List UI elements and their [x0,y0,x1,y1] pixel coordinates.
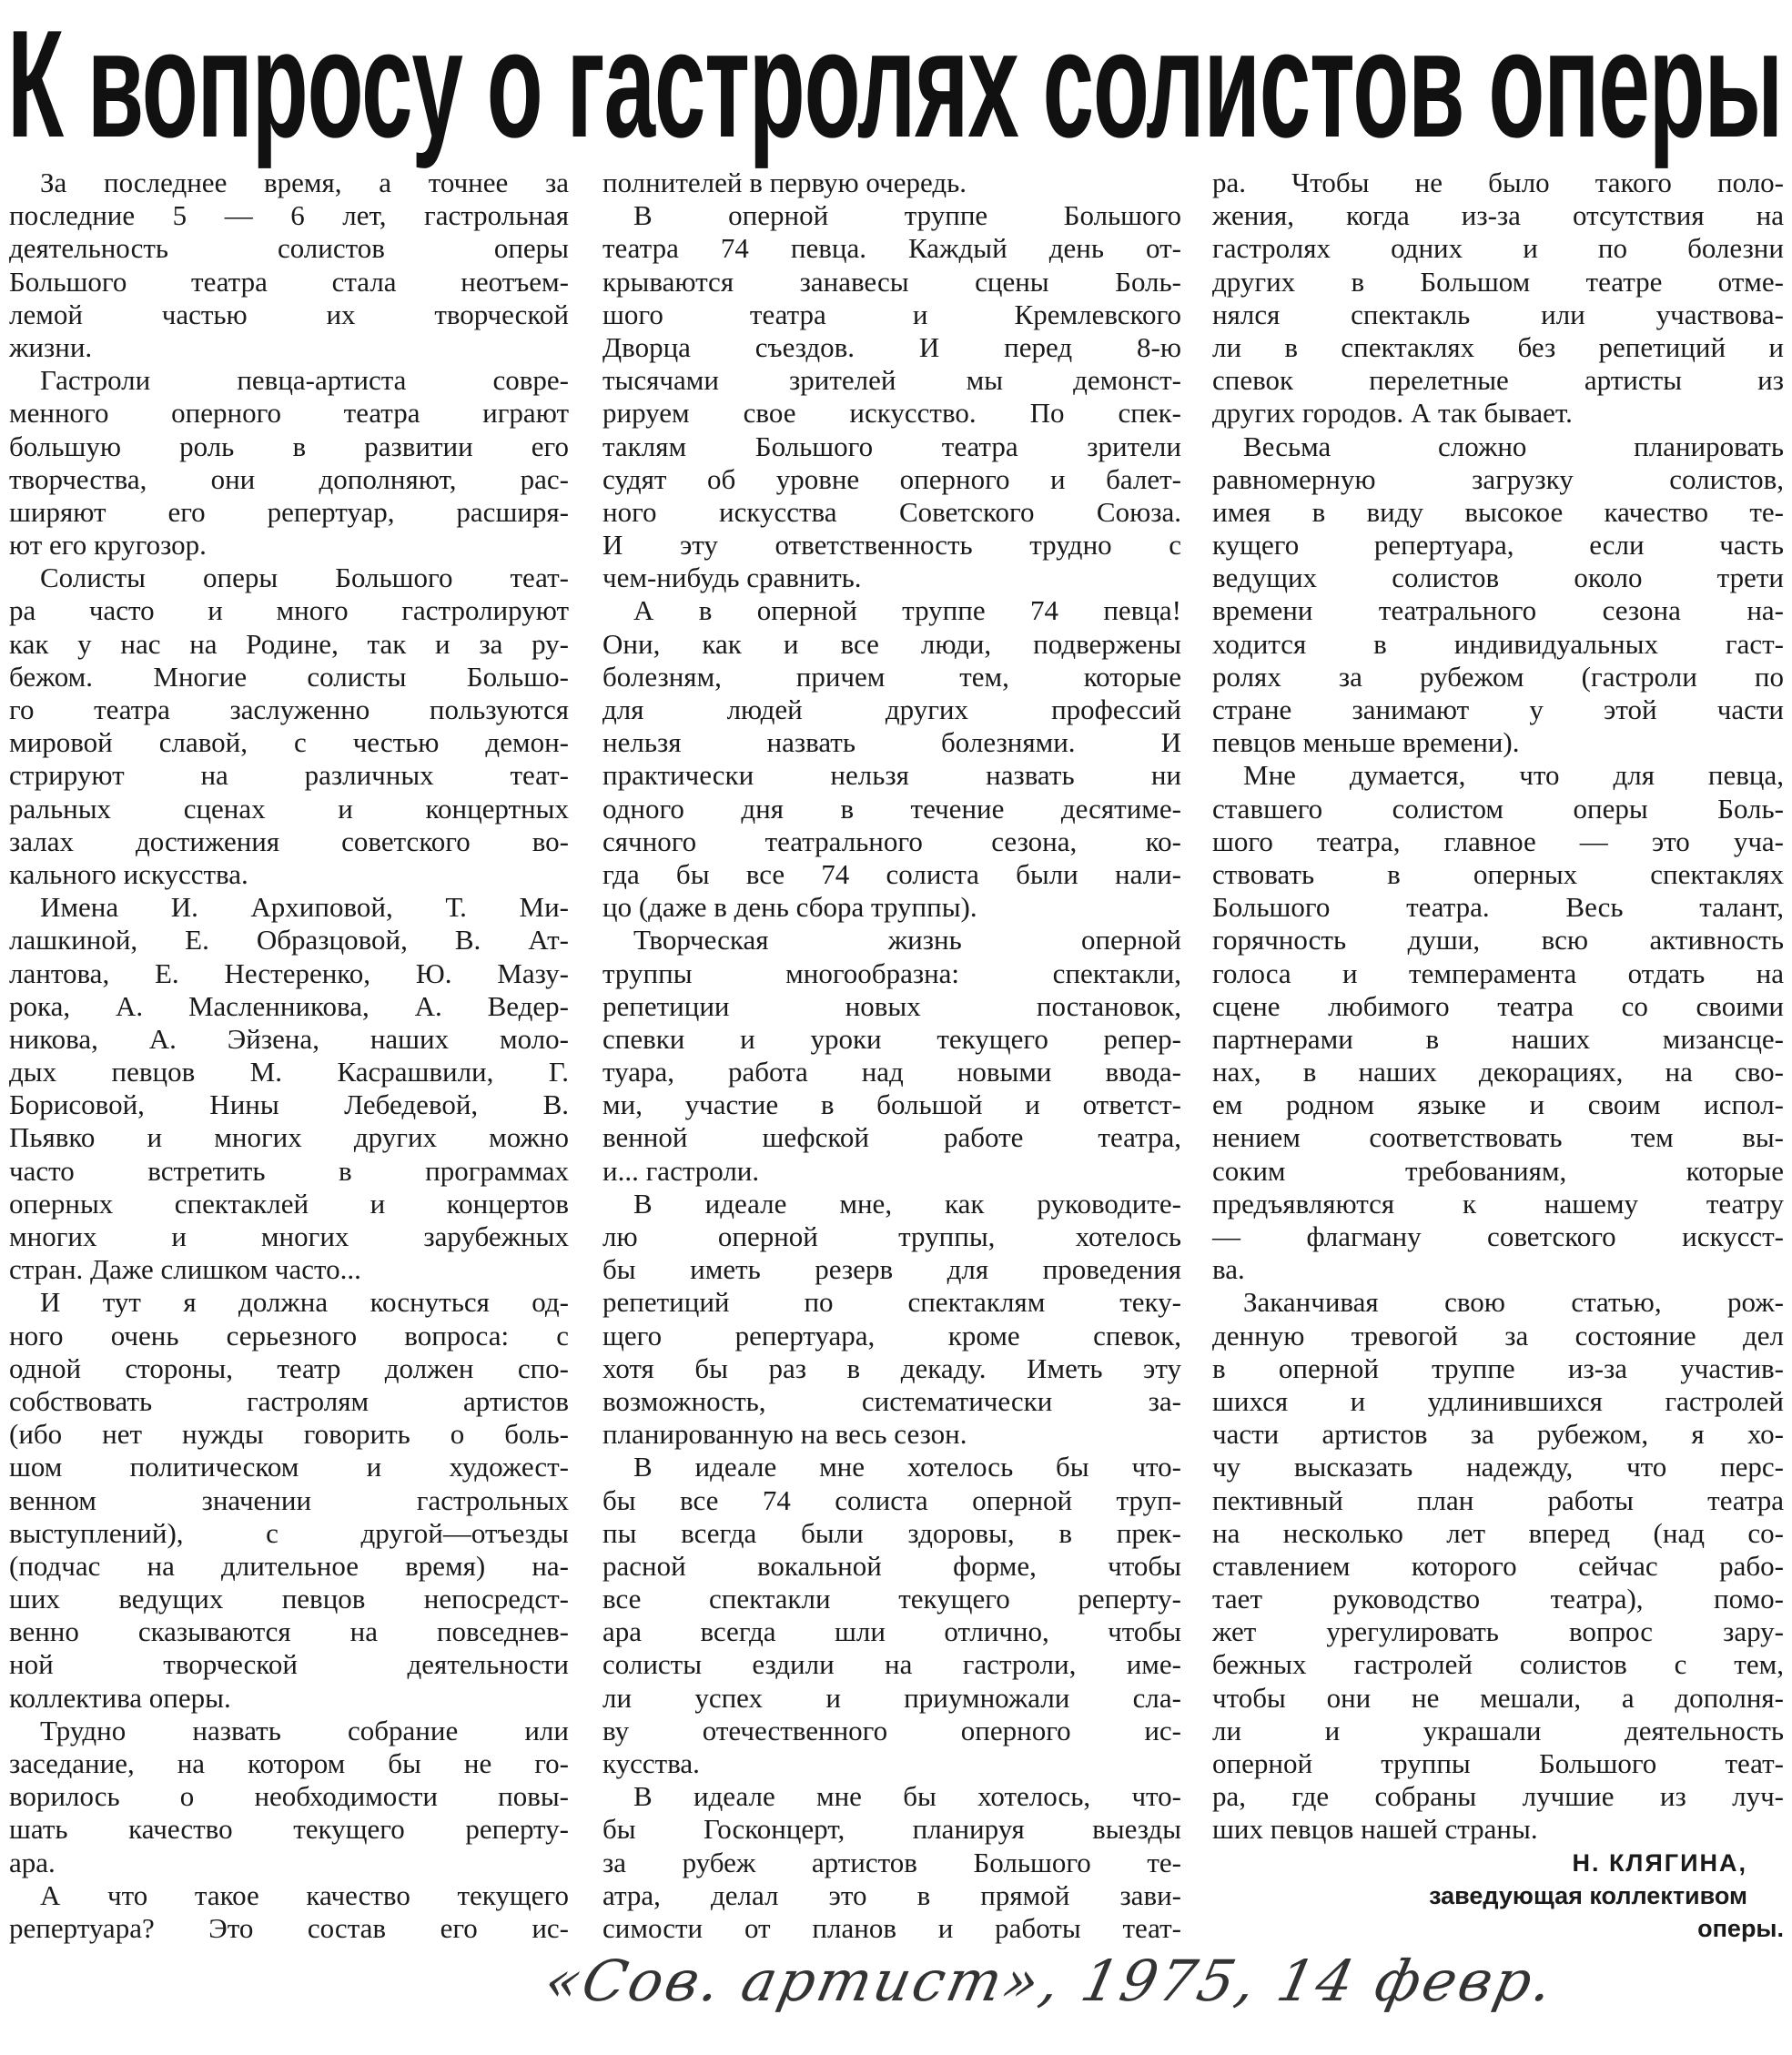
text-line: одной стороны, театр должен спо- [9,1351,569,1384]
text-line: (ибо нет нужды говорить о боль- [9,1418,569,1451]
text-line: стрируют на различных теат- [9,759,569,792]
text-line: хотя бы раз в декаду. Иметь эту [602,1351,1181,1384]
paragraph [9,562,569,891]
text-line: последние 5 — 6 лет, гастрольная [9,199,569,232]
text-line: ной творческой деятельности [9,1648,569,1681]
text-line: Большого театра. Весь талант, [1212,891,1784,924]
text-line: других в Большом театре отме- [1212,265,1784,298]
text-line: Заканчивая свою статью, рож- [1243,1286,1784,1319]
paragraph [9,364,569,562]
text-line: на несколько лет вперед (над со- [1212,1516,1784,1549]
text-line: творчества, они дополняют, рас- [9,462,569,495]
text-line: судят об уровне оперного и балет- [602,462,1181,495]
paragraph [602,594,1181,924]
text-line: певцов меньше времени). [1212,726,1520,759]
text-line: жет урегулировать вопрос зару- [1212,1615,1784,1648]
text-line: го театра заслуженно пользуются [9,693,569,725]
text-line: сцене любимого театра со своими [1212,989,1784,1022]
text-line: ставлением которого сейчас рабо- [1212,1549,1784,1582]
article-headline [7,0,1787,168]
text-line: и... гастроли. [602,1154,760,1187]
text-line: ширяют его репертуар, расширя- [9,495,569,528]
text-line: имея в виду высокое качество те- [1212,495,1784,528]
text-line: горячность души, всю активность [1212,924,1784,957]
text-line: равномерную загрузку солистов, [1212,462,1784,495]
text-line: пы всегда были здоровы, в прек- [602,1516,1181,1549]
text-line: нялся спектакль или участвова- [1212,298,1784,330]
text-line: ведущих солистов около трети [1212,562,1784,594]
text-line: венной шефской работе театра, [602,1121,1181,1154]
text-line: шом политическом и художест- [9,1451,569,1483]
paragraph [602,167,1181,199]
text-line: полнителей в первую очередь. [602,167,967,198]
text-line: коллектива оперы. [9,1681,231,1714]
text-line: для людей других профессий [602,693,1181,725]
text-line: И эту ответственность трудно с [602,529,1181,562]
text-line: труппы многообразна: спектакли, [602,957,1181,989]
text-line: ного очень серьезного вопроса: с [9,1319,569,1351]
text-line: Солисты оперы Большого теат- [40,562,569,594]
text-line: голоса и темперамента отдать на [1212,957,1784,989]
author-signature [1212,1847,1784,1945]
text-line: ли в спектаклях без репетиций и [1212,330,1784,363]
text-line: Имена И. Архиповой, Т. Ми- [40,891,569,924]
text-line: деятельность солистов оперы [9,232,569,265]
text-line: большую роль в развитии его [9,430,569,462]
paragraph [1212,759,1784,1286]
text-line: таклям Большого театра зрители [602,430,1181,462]
text-line: лантова, Е. Нестеренко, Ю. Мазу- [9,957,569,989]
text-line: Весьма сложно планировать [1243,430,1784,462]
text-line: часто встретить в программах [9,1154,569,1187]
text-line: ральных сценах и концертных [9,792,569,825]
paragraph [602,1451,1181,1780]
column-3-body [1212,167,1784,1847]
text-line: тысячами зрителей мы демонст- [602,364,1181,397]
text-line: гда бы все 74 солиста были нали- [602,857,1181,890]
paragraph [9,167,569,364]
text-line: нельзя назвать болезнями. И [602,726,1181,759]
text-line: атра, делал это в прямой зави- [602,1878,1181,1911]
text-line: части артистов за рубежом, я хо- [1212,1418,1784,1451]
text-line: как у нас на Родине, так и за ру- [9,627,569,660]
paragraph [9,1879,569,1945]
text-line: чтобы они не мешали, а дополня- [1212,1681,1784,1714]
text-line: жения, когда из-за отсутствия на [1212,199,1784,232]
text-line: Гастроли певца-артиста совре- [40,364,569,397]
text-line: шого театра, главное — это уча- [1212,825,1784,857]
text-line: ворилось о необходимости повы- [9,1780,569,1813]
paragraph [602,199,1181,594]
text-line: чем-нибудь сравнить. [602,562,862,594]
text-line: театра 74 певца. Каждый день от- [602,232,1181,265]
text-line: — флагману советского искусст- [1212,1220,1784,1252]
text-line: Творческая жизнь оперной [633,924,1181,957]
text-line: бы все 74 солиста оперной труп- [602,1483,1181,1516]
text-line: Борисовой, Нины Лебедевой, В. [9,1088,569,1121]
text-line: рируем свое искусство. По спек- [602,397,1181,430]
text-line: пективный план работы театра [1212,1483,1784,1516]
paragraph [602,924,1181,1188]
text-line: ми, участие в большой и ответст- [602,1088,1181,1121]
text-line: стран. Даже слишком часто... [9,1253,361,1286]
paragraph [602,1780,1181,1945]
text-line: шать качество текущего реперту- [9,1813,569,1846]
text-line: В идеале мне хотелось бы что- [633,1451,1181,1483]
text-line: времени театрального сезона на- [1212,594,1784,627]
text-line: ара всегда шли отлично, чтобы [602,1615,1181,1648]
text-line: сячного театрального сезона, ко- [602,825,1181,857]
author-position-2: оперы. [1697,1914,1784,1942]
text-line: стране занимают у этой части [1212,693,1784,725]
text-line: спевок перелетные артисты из [1212,364,1784,397]
paragraph [9,1286,569,1714]
text-line: лемой частью их творческой [9,298,569,330]
text-line: Мне думается, что для певца, [1243,759,1784,792]
text-line: бы иметь резерв для проведения [602,1253,1181,1286]
text-line: ствовать в оперных спектаклях [1212,857,1784,890]
text-line: кусства. [602,1747,700,1779]
text-line: ва. [1212,1253,1245,1286]
text-line: бы Госконцерт, планируя выезды [602,1813,1181,1846]
article-column-2 [602,167,1181,1945]
text-line: дых певцов М. Касрашвили, Г. [9,1056,569,1088]
paragraph [9,891,569,1286]
text-line: оперных спектаклей и концертов [9,1187,569,1220]
author-name: Н. КЛЯГИНА, [1572,1848,1747,1877]
text-line: спевки и уроки текущего репер- [602,1022,1181,1055]
text-line: практически нельзя назвать ни [602,759,1181,792]
text-line: менного оперного театра играют [9,397,569,430]
paragraph [1212,1286,1784,1846]
text-line: ра, где собраны лучшие из луч- [1212,1780,1784,1813]
text-line: ра. Чтобы не было такого поло- [1212,167,1784,198]
text-line: рока, А. Масленникова, А. Ведер- [9,989,569,1022]
paragraph [602,1188,1181,1452]
text-line: бежных гастролей солистов с тем, [1212,1648,1784,1681]
text-line: других городов. А так бывает. [1212,397,1573,430]
text-line: ходится в индивидуальных гаст- [1212,627,1784,660]
text-line: чу высказать надежду, что перс- [1212,1451,1784,1483]
text-line: (подчас на длительное время) на- [9,1549,569,1582]
text-line: заседание, на котором бы не го- [9,1747,569,1779]
text-line: собствовать гастролям артистов [9,1384,569,1417]
text-line: предъявляются к нашему театру [1212,1187,1784,1220]
text-line: выступлений), с другой—отъезды [9,1516,569,1549]
text-line: кального искусства. [9,857,248,890]
text-line: ли и украшали деятельность [1212,1714,1784,1746]
text-line: крываются занавесы сцены Боль- [602,265,1181,298]
text-line: многих и многих зарубежных [9,1220,569,1252]
text-line: ара. [9,1846,56,1878]
text-line: Трудно назвать собрание или [40,1714,569,1746]
text-line: За последнее время, а точнее за [40,167,569,198]
text-line: партнерами в наших мизансце- [1212,1022,1784,1055]
text-line: Пьявко и многих других можно [9,1121,569,1154]
text-line: лю оперной труппы, хотелось [602,1220,1181,1252]
text-line: в оперной труппе из-за участив- [1212,1351,1784,1384]
text-line: ставшего солистом оперы Боль- [1212,792,1784,825]
text-line: В идеале мне бы хотелось, что- [633,1780,1181,1813]
text-line: бежом. Многие солисты Большо- [9,660,569,693]
text-line: симости от планов и работы теат- [602,1911,1181,1944]
text-line: возможность, систематически за- [602,1384,1181,1417]
handwritten-source-note: «Сов. артист», 1975, 14 февр. [539,1948,1562,2014]
paragraph [9,1715,569,1879]
article-column-3 [1212,167,1784,1945]
paragraph [1212,430,1784,760]
article-column-1 [9,167,569,1945]
text-line: цо (даже в день сбора труппы). [602,891,977,924]
text-line: тает руководство театра), помо- [1212,1583,1784,1615]
text-line: В идеале мне, как руководите- [633,1187,1181,1220]
text-line: планированную на весь сезон. [602,1418,967,1451]
text-line: соким требованиям, которые [1212,1154,1784,1187]
paragraph [1212,167,1784,430]
text-line: оперной труппы Большого теат- [1212,1747,1784,1779]
text-line: гастролях одних и по болезни [1212,232,1784,265]
text-line: ют его кругозор. [9,529,207,562]
text-line: В оперной труппе Большого [633,199,1181,232]
text-line: нах, в наших декорациях, на сво- [1212,1056,1784,1088]
text-line: солисты ездили на гастроли, име- [602,1648,1181,1681]
text-line: шихся и удлинившихся гастролей [1212,1384,1784,1417]
text-line: А что такое качество текущего [40,1878,569,1911]
text-line: все спектакли текущего реперту- [602,1583,1181,1615]
text-line: репетиции новых постановок, [602,989,1181,1022]
text-line: Большого театра стала неотъем- [9,265,569,298]
text-line: одного дня в течение десятиме- [602,792,1181,825]
text-line: И тут я должна коснуться од- [40,1286,569,1319]
text-line: кущего репертуара, если часть [1212,529,1784,562]
text-line: залах достижения советского во- [9,825,569,857]
text-line: ву отечественного оперного ис- [602,1714,1181,1746]
text-line: шого театра и Кремлевского [602,298,1181,330]
text-line: Они, как и все люди, подвержены [602,627,1181,660]
text-line: ного искусства Советского Союза. [602,495,1181,528]
text-line: болезням, причем тем, которые [602,660,1181,693]
text-line: Дворца съездов. И перед 8-ю [602,330,1181,363]
headline-text: К вопросу о гастролях солистов оперы [7,0,1783,169]
text-line: ем родном языке и своим испол- [1212,1088,1784,1121]
text-line: репетиций по спектаклям теку- [602,1286,1181,1319]
text-line: ли успех и приумножали сла- [602,1681,1181,1714]
text-line: ших певцов нашей страны. [1212,1813,1538,1846]
text-line: никова, А. Эйзена, наших моло- [9,1022,569,1055]
text-line: туара, работа над новыми ввода- [602,1056,1181,1088]
author-position: заведующая коллективом [1429,1881,1747,1909]
text-line: А в оперной труппе 74 певца! [633,594,1181,627]
text-line: репертуара? Это состав его ис- [9,1911,569,1944]
text-line: венном значении гастрольных [9,1483,569,1516]
text-line: ших ведущих певцов непосредст- [9,1583,569,1615]
text-line: жизни. [9,330,93,363]
text-line: за рубеж артистов Большого те- [602,1846,1181,1878]
text-line: венно сказываются на повседнев- [9,1615,569,1648]
text-line: нением соответствовать тем вы- [1212,1121,1784,1154]
text-line: мировой славой, с честью демон- [9,726,569,759]
text-line: расной вокальной форме, чтобы [602,1549,1181,1582]
text-line: щего репертуара, кроме спевок, [602,1319,1181,1351]
text-line: денную тревогой за состояние дел [1212,1319,1784,1351]
text-line: лашкиной, Е. Образцовой, В. Ат- [9,924,569,957]
text-line: ролях за рубежом (гастроли по [1212,660,1784,693]
text-line: ра часто и много гастролируют [9,594,569,627]
